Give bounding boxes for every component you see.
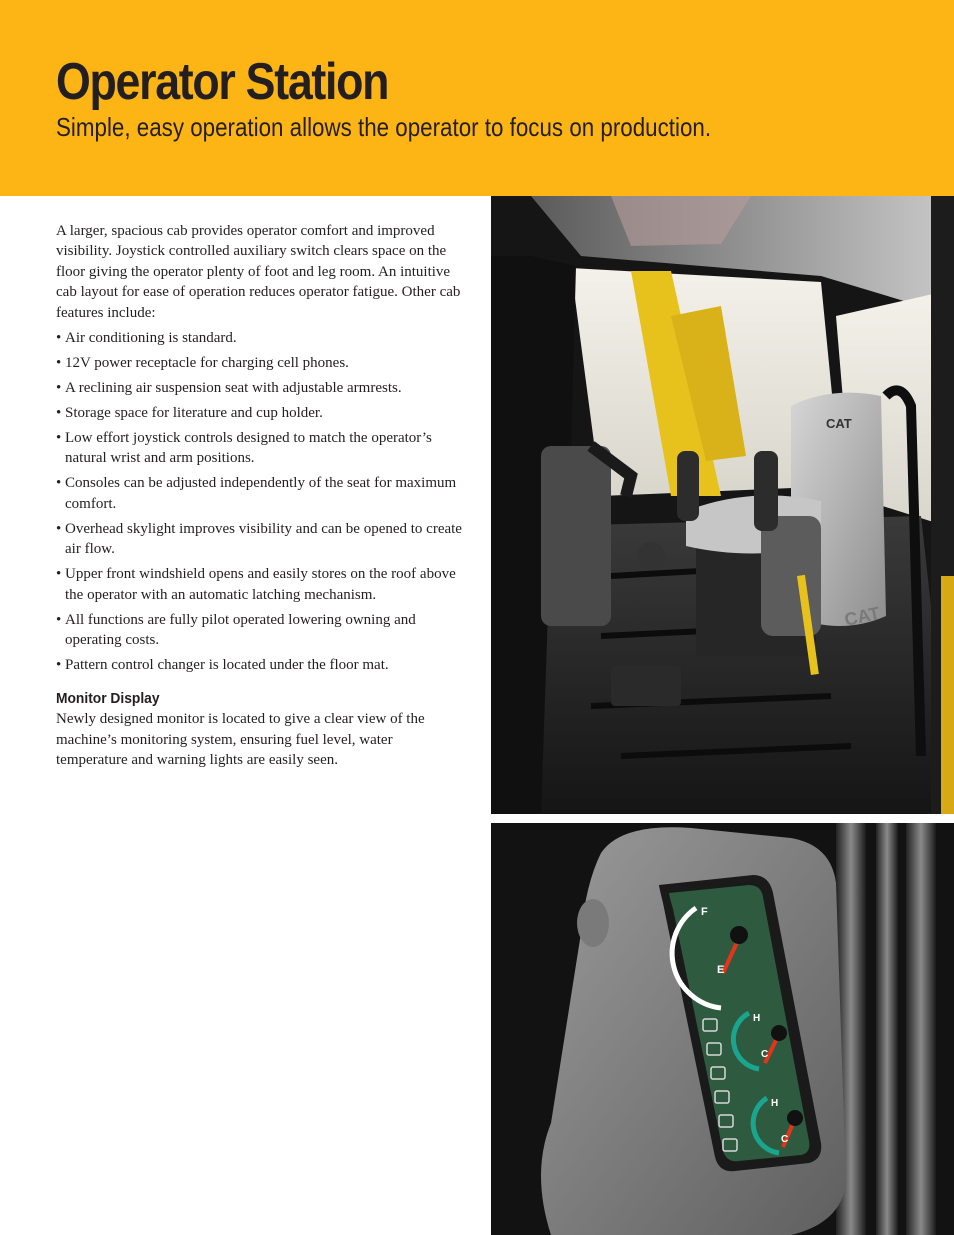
list-item (56, 564, 466, 605)
fuel-gauge-empty-label: E (717, 964, 725, 976)
right-console (761, 516, 821, 636)
seat-back-logo: CAT (842, 602, 882, 630)
bullet-mark: • (56, 355, 62, 372)
fuel-gauge-full-label: F (701, 906, 708, 918)
list-item-text: Low effort joystick controls designed to match the operator’s natural wrist and arm positions. (65, 430, 432, 467)
temp-gauge-1-cold-label: C (761, 1049, 769, 1060)
list-item-text: Overhead skylight improves visibility and can be opened to create air flow. (65, 520, 462, 558)
list-item (56, 473, 466, 514)
cab-interior-illustration (491, 196, 954, 814)
temp-gauge-1-hot-label: H (753, 1013, 761, 1024)
list-item-text: Storage space for literature and cup holder. (65, 405, 323, 422)
temp-gauge-2-hub (787, 1110, 803, 1126)
bullet-mark: • (56, 405, 62, 422)
cab-interior-photo (491, 196, 954, 814)
fuel-gauge-hub (730, 926, 748, 944)
monitor-display-photo (491, 823, 954, 1235)
foot-pedal (611, 666, 681, 706)
page-title: Operator Station (56, 53, 389, 111)
monitor-display-paragraph: Newly designed monitor is located to give a clear view of the machine’s monitoring system, ensuring fuel level, water temperature and warning lights are easily seen. (56, 711, 425, 769)
intro-paragraph: A larger, spacious cab provides operator comfort and improved visibility. Joystick controlled auxiliary switch clears space on the floor giving the operator plenty of foot and leg room. An intuitive cab layout for ease of operation reduces operator fatigue. Other cab features include: (56, 223, 461, 321)
body-text-column (56, 221, 466, 771)
bullet-mark: • (56, 380, 62, 397)
list-item-text: A reclining air suspension seat with adjustable armrests. (65, 380, 402, 397)
section-heading-monitor-display: Monitor Display (56, 690, 160, 708)
list-item-text: Consoles can be adjusted independently of the seat for maximum comfort. (65, 475, 457, 512)
mounting-knob (577, 899, 609, 947)
page-subtitle: Simple, easy operation allows the operator to focus on production. (56, 112, 712, 142)
bullet-mark: • (56, 330, 62, 347)
temp-gauge-2-hot-label: H (771, 1098, 779, 1109)
bullet-mark: • (56, 430, 62, 447)
list-item (56, 328, 466, 348)
list-item (56, 353, 466, 373)
right-joystick (754, 451, 778, 531)
left-joystick (677, 451, 699, 521)
list-item-text: Air conditioning is standard. (65, 330, 237, 347)
list-item (56, 519, 466, 560)
console-knob (637, 542, 665, 570)
bullet-mark: • (56, 475, 62, 492)
bullet-mark: • (56, 520, 62, 537)
list-item-text: Pattern control changer is located under the floor mat. (65, 657, 389, 674)
left-console (541, 446, 611, 626)
temp-gauge-2-cold-label: C (781, 1134, 789, 1145)
list-item (56, 610, 466, 651)
door-edge (941, 576, 954, 814)
bullet-mark: • (56, 566, 62, 583)
hydraulic-hose (876, 823, 898, 1235)
feature-list (56, 328, 466, 675)
list-item (56, 428, 466, 469)
hydraulic-hose (906, 823, 936, 1235)
temp-gauge-1-hub (771, 1025, 787, 1041)
list-item (56, 655, 466, 675)
list-item-text: 12V power receptacle for charging cell phones. (65, 355, 349, 372)
header-banner (0, 0, 954, 196)
seat-logo: CAT (826, 416, 852, 431)
list-item-text: All functions are fully pilot operated lowering owning and operating costs. (65, 611, 416, 649)
bullet-mark: • (56, 657, 62, 674)
monitor-illustration (491, 823, 954, 1235)
list-item-text: Upper front windshield opens and easily stores on the roof above the operator with an automatic latching mechanism. (65, 566, 456, 603)
list-item (56, 378, 466, 398)
list-item (56, 403, 466, 423)
bullet-mark: • (56, 611, 62, 628)
